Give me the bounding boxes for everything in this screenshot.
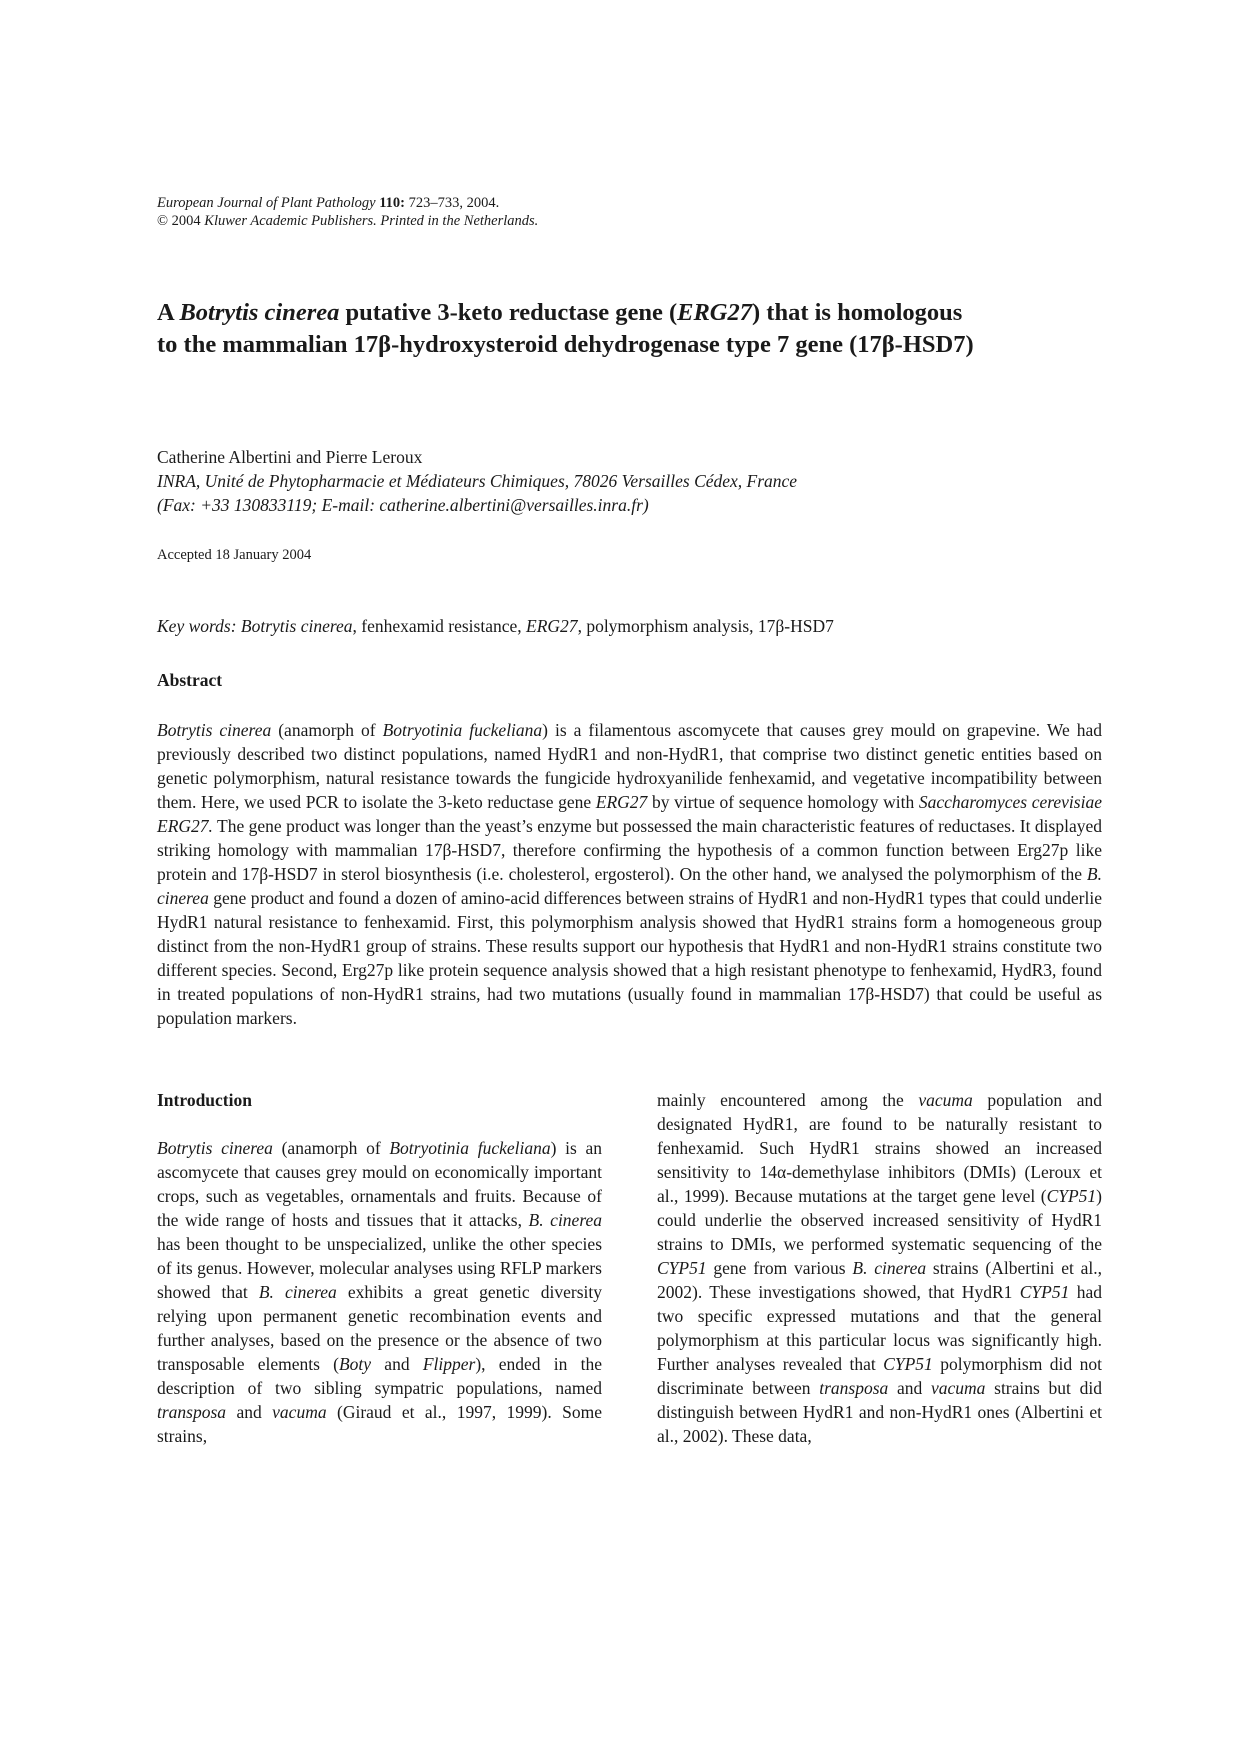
- paper-title: A Botrytis cinerea putative 3-keto reductase gene (ERG27) that is homologous to the mammalian 17β-hydroxysteroid dehydrogenase type 7 gene (17β-HSD7): [157, 299, 974, 358]
- abstract-body: Botrytis cinerea (anamorph of Botryotinia fuckeliana) is a filamentous ascomycete that causes grey mould on grapevine. We had previously described two distinct populations, named HydR1 and non-HydR1, that comprise two distinct genetic entities based on genetic polymorphism, natural resistance towards the fungicide hydroxyanilide fenhexamid, and vegetative incompatibility between them. Here, we used PCR to isolate the 3-keto reductase gene ERG27 by virtue of sequence homology with Saccharomyces cerevisiae ERG27. The gene product was longer than the yeast’s enzyme but possessed the main characteristic features of reductases. It displayed striking homology with mammalian 17β-HSD7, therefore confirming the hypothesis of a common function between Erg27p like protein and 17β-HSD7 in sterol biosynthesis (i.e. cholesterol, ergosterol). On the other hand, we analysed the polymorphism of the B. cinerea gene product and found a dozen of amino-acid differences between strains of HydR1 and non-HydR1 types that could underlie HydR1 natural resistance to fenhexamid. First, this polymorphism analysis showed that HydR1 strains form a homogeneous group distinct from the non-HydR1 group of strains. These results support our hypothesis that HydR1 and non-HydR1 strains constitute two different species. Second, Erg27p like protein sequence analysis showed that a high resistant phenotype to fenhexamid, HydR3, found in treated populations of non-HydR1 strains, had two mutations (usually found in mammalian 17β-HSD7) that could be useful as population markers.: [157, 720, 1102, 1028]
- journal-header: [157, 194, 538, 230]
- accepted-date: Accepted 18 January 2004: [157, 547, 312, 563]
- journal-citation: European Journal of Plant Pathology 110: 723–733, 2004.: [157, 195, 500, 211]
- abstract-heading: Abstract: [157, 670, 223, 690]
- author-block: [157, 445, 797, 517]
- introduction-paragraph-right: mainly encountered among the vacuma population and designated HydR1, are found to be naturally resistant to fenhexamid. Such HydR1 strains showed an increased sensitivity to 14α-demethylase inhibitors (DMIs) (Leroux et al., 1999). Because mutations at the target gene level (CYP51) could underlie the observed increased sensitivity of HydR1 strains to DMIs, we performed systematic sequencing of the CYP51 gene from various B. cinerea strains (Albertini et al., 2002). These investigations showed, that HydR1 CYP51 had two specific expressed mutations and that the general polymorphism at this particular locus was significantly high. Further analyses revealed that CYP51 polymorphism did not discriminate between transposa and vacuma strains but did distinguish between HydR1 and non-HydR1 ones (Albertini et al., 2002). These data,: [657, 1090, 1103, 1446]
- body-column-right: [657, 1088, 1102, 1448]
- journal-copyright: © 2004 Kluwer Academic Publishers. Printed in the Netherlands.: [157, 213, 539, 229]
- introduction-paragraph-left: Botrytis cinerea (anamorph of Botryotinia fuckeliana) is an ascomycete that causes grey mould on economically important crops, such as vegetables, ornamentals and fruits. Because of the wide range of hosts and tissues that it attacks, B. cinerea has been thought to be unspecialized, unlike the other species of its genus. However, molecular analyses using RFLP markers showed that B. cinerea exhibits a great genetic diversity relying upon permanent genetic recombination events and further analyses, based on the presence or the absence of two transposable elements (Boty and Flipper), ended in the description of two sibling sympatric populations, named transposa and vacuma (Giraud et al., 1997, 1999). Some strains,: [157, 1138, 603, 1446]
- body-column-left: [157, 1088, 602, 1448]
- keywords: Key words: Botrytis cinerea, fenhexamid resistance, ERG27, polymorphism analysis, 17β-HSD7: [157, 616, 834, 636]
- author-contact: (Fax: +33 130833119; E-mail: catherine.albertini@versailles.inra.fr): [157, 495, 649, 515]
- author-names: Catherine Albertini and Pierre Leroux: [157, 447, 423, 467]
- introduction-heading: Introduction: [157, 1090, 252, 1110]
- author-affiliation: INRA, Unité de Phytopharmacie et Médiateurs Chimiques, 78026 Versailles Cédex, France: [157, 471, 798, 491]
